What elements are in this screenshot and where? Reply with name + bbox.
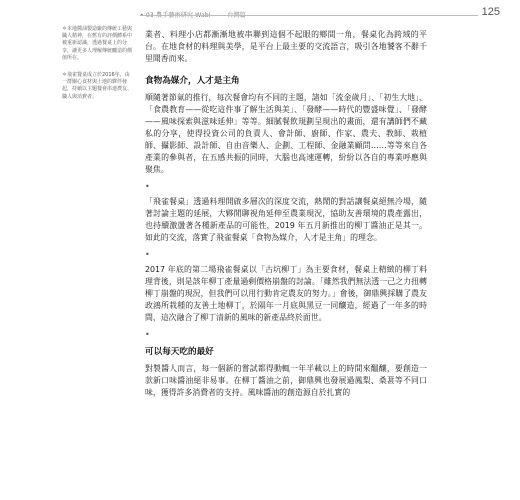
bullet-marker-1: • xyxy=(145,182,150,191)
page-number: 125 xyxy=(481,6,500,18)
bullet-marker-2: • xyxy=(145,250,150,259)
header-rule xyxy=(140,15,478,16)
margin-note-1: ＊本地醬油製造廠的傳統工藝與職人精神，在舊有的評價體系中被重新認識，透過餐桌上的分享，讓更多人理解傳統釀造的價值所在。 xyxy=(62,26,133,61)
paragraph-4: 2017 年底的第二場飛雀餐桌以「古坑柳丁」為主要食材，餐桌上精緻的柳丁料理背後，則是該年柳丁產量過剩價格崩盤的討論。「雖然我們無法透一己之力扭轉柳丁崩盤的現況，但我們可以用行動肯定農友的努力。」會後，御鼎興採購了農友政鴻所栽種的友善土地柳丁，於隔年一月底與黑豆一同釀造，經過了一年多的時間，這次融合了柳丁清新的風味的新產品終於面世。 xyxy=(145,265,427,322)
section-heading-1: 食物為媒介，人才是主角 xyxy=(145,76,240,86)
page-header xyxy=(140,6,500,20)
paragraph-3: 「飛雀餐桌」透過料理開啟多層次的深度交流，熱鬧的對話讓餐桌絕無冷場，隨著討論主題的延展，大夥閒聊視角延伸至農業現況，協助友善環境的農產露出，也持續激盪著各種新產品的可能性，2019 年五月新推出的柳丁醬油正是其一。如此的交流，落實了飛雀餐桌「食物為媒介，人才是主角」的理念。 xyxy=(145,197,427,242)
paragraph-5: 對製醬人而言，每一個新的嘗試都得動輒一年半載以上的時間來醞釀，要創造一款新口味醬油絕非易事。在柳丁醬油之前，御鼎興也發展過鳳梨、桑葚等不同口味，獲得許多消費者的支持。風味醬油的創造源自於扎實的 xyxy=(145,364,427,397)
section-heading-2: 可以每天吃的最好 xyxy=(145,347,214,357)
margin-note-2: ＊飛雀餐桌成立於2016年，由一群關心食材與土地的夥伴發起，持續以主題餐會串連農友、職人與消費者。 xyxy=(62,72,133,100)
bullet-marker-3: • xyxy=(145,330,150,339)
paragraph-2: 順隨著節氣的推行，每次餐會均有不同的主題，諸如「流金歲月」、「初生大地」、「食農教育——從吃這件事了解生活與美」、「發酵——時代的豐盛味覺」、「發酵——風味探索與滋味延伸」等等。細膩餐飲規劃呈現出的畫面，還有講師們不藏私的分享，使得投資公司的負責人、會計師、廚師、作家、農夫、教師、栽植師、攝影師、設計師、自由音樂人、企劃、工程師、金融業顧問……等等來自各產業的參與者，在五感共振的同時，大腦也高速運轉，紛紛以各自的專業呼應與聚焦。 xyxy=(145,93,427,174)
body-text xyxy=(145,29,427,409)
paragraph-1: 業者、料理小店都漸漸地被串聯到這個不起眼的鄉間一角，餐桌化為跨域的平台。在地食材的料理與美學，是平台上最主要的交流語言，吸引各地饕客不辭千里聞香而來。 xyxy=(145,30,427,63)
margin-notes xyxy=(62,26,134,111)
running-title: • 03 農手藝術研究 Wabi —— 台灣篇 xyxy=(140,12,247,19)
